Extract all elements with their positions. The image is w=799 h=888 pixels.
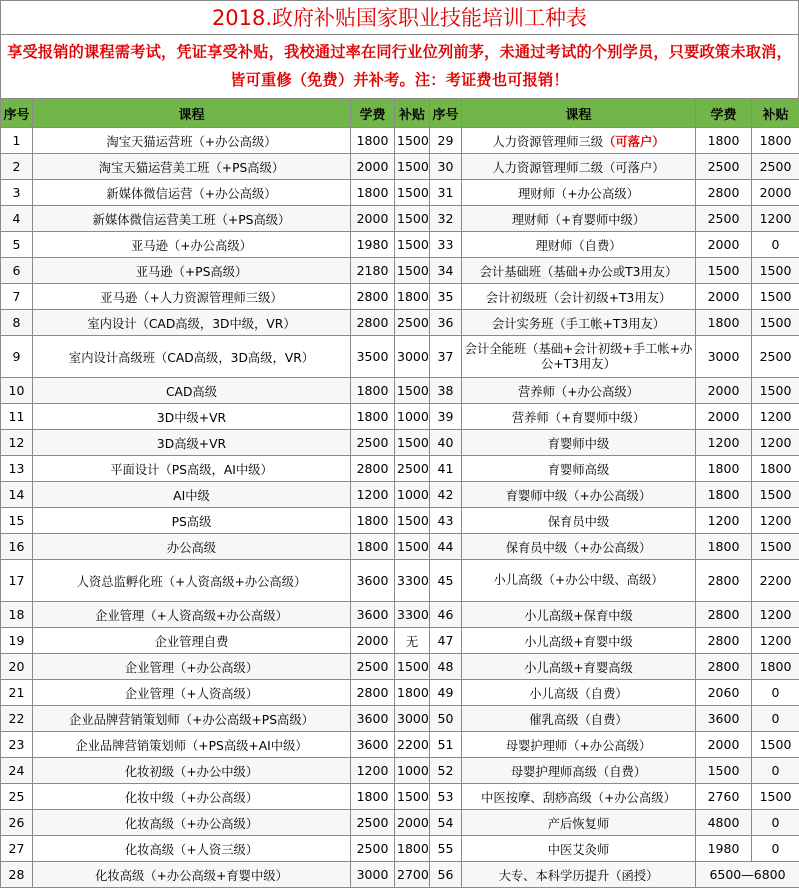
- course-name-right-text: 育婴师中级: [548, 437, 610, 451]
- row-index-right: 37: [430, 336, 462, 378]
- fee-left: 2800: [351, 680, 395, 706]
- fee-right: 1500: [696, 258, 752, 284]
- fee-left: 3600: [351, 560, 395, 602]
- fee-left: 1800: [351, 508, 395, 534]
- subsidy-right: 1200: [752, 602, 799, 628]
- fee-left: 1980: [351, 232, 395, 258]
- row-index-left: 1: [1, 128, 33, 154]
- course-name-right: [462, 602, 696, 628]
- row-index-left: 17: [1, 560, 33, 602]
- table-row: [1, 232, 799, 258]
- fee-right: 1200: [696, 430, 752, 456]
- course-name-left: 新媒体微信运营（+办公高级）: [33, 180, 351, 206]
- course-name-right: [462, 508, 696, 534]
- subsidy-right: 0: [752, 836, 799, 862]
- course-name-right-text: 大专、本科学历提升（函授）: [499, 869, 659, 883]
- row-index-left: 16: [1, 534, 33, 560]
- course-name-right-text: 母婴护理师高级（自费）: [511, 765, 646, 779]
- course-name-right: [462, 560, 696, 602]
- row-index-right: 41: [430, 456, 462, 482]
- fee-right: 2000: [696, 404, 752, 430]
- fee-right: 1800: [696, 128, 752, 154]
- table-row: [1, 680, 799, 706]
- course-name-left: 化妆高级（+人资三级）: [33, 836, 351, 862]
- course-name-left: 化妆高级（+办公高级）: [33, 810, 351, 836]
- row-index-right: 29: [430, 128, 462, 154]
- subsidy-left: 1500: [395, 784, 430, 810]
- course-name-right-text: 育婴师中级（+办公高级）: [506, 489, 652, 503]
- fee-left: 1800: [351, 404, 395, 430]
- row-index-left: 27: [1, 836, 33, 862]
- fee-right: 1800: [696, 456, 752, 482]
- subsidy-left: 3300: [395, 602, 430, 628]
- course-name-left: CAD高级: [33, 378, 351, 404]
- course-name-left: 企业管理（+人资高级+办公高级）: [33, 602, 351, 628]
- course-name-right-text: 会计全能班（基础+会计初级+手工帐+办公+T3用友）: [465, 342, 693, 371]
- row-index-left: 8: [1, 310, 33, 336]
- table-row: [1, 310, 799, 336]
- course-name-right-text: 保育员中级: [548, 515, 610, 529]
- course-name-right: [462, 534, 696, 560]
- header-index-left: 序号: [1, 99, 33, 128]
- subsidy-left: 3300: [395, 560, 430, 602]
- subsidy-left: 2700: [395, 862, 430, 888]
- course-name-right: [462, 456, 696, 482]
- fee-left: 1800: [351, 378, 395, 404]
- subsidy-left: 1500: [395, 206, 430, 232]
- course-name-right: [462, 180, 696, 206]
- subsidy-right: 1800: [752, 654, 799, 680]
- row-index-left: 26: [1, 810, 33, 836]
- fee-left: 2000: [351, 206, 395, 232]
- fee-left: 3600: [351, 732, 395, 758]
- subsidy-right: 1500: [752, 310, 799, 336]
- subsidy-right: 0: [752, 680, 799, 706]
- fee-left: 2500: [351, 654, 395, 680]
- row-index-left: 2: [1, 154, 33, 180]
- row-index-right: 47: [430, 628, 462, 654]
- row-index-left: 7: [1, 284, 33, 310]
- settlement-note: （可落户）: [603, 135, 665, 149]
- course-name-right: [462, 258, 696, 284]
- table-row: [1, 258, 799, 284]
- fee-left: 2500: [351, 836, 395, 862]
- subsidy-right: 1200: [752, 404, 799, 430]
- header-fee-left: 学费: [351, 99, 395, 128]
- table-row: [1, 336, 799, 378]
- table-row: [1, 654, 799, 680]
- subsidy-right: 1500: [752, 534, 799, 560]
- header-index-right: 序号: [430, 99, 462, 128]
- row-index-right: 44: [430, 534, 462, 560]
- table-row: [1, 482, 799, 508]
- row-index-left: 11: [1, 404, 33, 430]
- table-row: [1, 404, 799, 430]
- row-index-left: 3: [1, 180, 33, 206]
- subsidy-left: 无: [395, 628, 430, 654]
- fee-left: 2180: [351, 258, 395, 284]
- fee-right: 2000: [696, 232, 752, 258]
- table-row: [1, 456, 799, 482]
- subsidy-right: 1500: [752, 732, 799, 758]
- subsidy-right: 2500: [752, 336, 799, 378]
- fee-right: 2500: [696, 154, 752, 180]
- fee-right: 3000: [696, 336, 752, 378]
- table-row: [1, 154, 799, 180]
- row-index-right: 48: [430, 654, 462, 680]
- fee-left: 3500: [351, 336, 395, 378]
- fee-right: 3600: [696, 706, 752, 732]
- subsidy-right: 1200: [752, 206, 799, 232]
- subsidy-right: 1200: [752, 430, 799, 456]
- row-index-right: 54: [430, 810, 462, 836]
- course-name-left: 平面设计（PS高级，AI中级）: [33, 456, 351, 482]
- course-name-right-text: 理财师（+育婴师中级）: [512, 213, 645, 227]
- fee-right: 1800: [696, 482, 752, 508]
- fee-right: 1800: [696, 534, 752, 560]
- row-index-left: 20: [1, 654, 33, 680]
- table-row: [1, 128, 799, 154]
- fee-right: 2800: [696, 628, 752, 654]
- fee-left: 1800: [351, 180, 395, 206]
- row-index-left: 12: [1, 430, 33, 456]
- course-name-right-text: 人力资源管理师二级（可落户）: [492, 161, 664, 175]
- table-row: [1, 534, 799, 560]
- course-name-right: [462, 758, 696, 784]
- course-name-right: [462, 430, 696, 456]
- fee-left: 2000: [351, 628, 395, 654]
- subsidy-left: 1500: [395, 508, 430, 534]
- header-course-left: 课程: [33, 99, 351, 128]
- fee-left: 1800: [351, 128, 395, 154]
- row-index-right: 43: [430, 508, 462, 534]
- notice-text: 享受报销的课程需考试，凭证享受补贴，我校通过率在同行业位列前茅，未通过考试的个别学员，只要政策未取消，皆可重修（免费）并补考。注：考证费也可报销！: [0, 34, 799, 98]
- row-index-right: 32: [430, 206, 462, 232]
- course-name-right-text: 会计基础班（基础+办公或T3用友）: [480, 265, 678, 279]
- row-index-left: 4: [1, 206, 33, 232]
- course-name-right-text: 产后恢复师: [548, 817, 610, 831]
- subsidy-left: 1500: [395, 378, 430, 404]
- subsidy-left: 2500: [395, 456, 430, 482]
- table-row: [1, 732, 799, 758]
- subsidy-right: 1800: [752, 456, 799, 482]
- table-row: [1, 560, 799, 602]
- course-name-left: 淘宝天猫运营美工班（+PS高级）: [33, 154, 351, 180]
- course-name-right-text: 营养师（+育婴师中级）: [512, 411, 645, 425]
- subsidy-left: 1500: [395, 180, 430, 206]
- subsidy-right: 1500: [752, 378, 799, 404]
- course-name-right: [462, 284, 696, 310]
- fee-left: 2000: [351, 154, 395, 180]
- course-name-left: 3D高级+VR: [33, 430, 351, 456]
- course-name-right-text: 营养师（+办公高级）: [518, 385, 639, 399]
- course-name-right: [462, 206, 696, 232]
- fee-right: 2800: [696, 180, 752, 206]
- row-index-left: 24: [1, 758, 33, 784]
- fee-right: 4800: [696, 810, 752, 836]
- table-header-row: [1, 99, 799, 128]
- row-index-right: 30: [430, 154, 462, 180]
- course-name-right-text: 理财师（+办公高级）: [518, 187, 639, 201]
- fee-left: 3600: [351, 602, 395, 628]
- row-index-right: 46: [430, 602, 462, 628]
- row-index-right: 35: [430, 284, 462, 310]
- table-row: [1, 810, 799, 836]
- course-name-right-text: 小儿高级+育婴中级: [524, 635, 633, 649]
- course-name-right: [462, 706, 696, 732]
- course-name-left: 人资总监孵化班（+人资高级+办公高级）: [33, 560, 351, 602]
- fee-left: 2800: [351, 310, 395, 336]
- course-name-right-text: 中医艾灸师: [548, 843, 610, 857]
- row-index-left: 5: [1, 232, 33, 258]
- fee-right: 2500: [696, 206, 752, 232]
- row-index-right: 34: [430, 258, 462, 284]
- row-index-right: 49: [430, 680, 462, 706]
- fee-right: 2800: [696, 602, 752, 628]
- fee-range-right: 6500—6800: [696, 862, 799, 888]
- course-name-left: 化妆高级（+办公高级+育婴中级）: [33, 862, 351, 888]
- course-name-left: 办公高级: [33, 534, 351, 560]
- course-name-right-text: 小儿高级+育婴高级: [524, 661, 633, 675]
- table-row: [1, 836, 799, 862]
- subsidy-left: 1000: [395, 404, 430, 430]
- course-name-left: 亚马逊（+PS高级）: [33, 258, 351, 284]
- course-name-left: 化妆中级（+办公高级）: [33, 784, 351, 810]
- subsidy-left: 1800: [395, 284, 430, 310]
- fee-left: 2500: [351, 430, 395, 456]
- row-index-right: 55: [430, 836, 462, 862]
- row-index-left: 10: [1, 378, 33, 404]
- row-index-right: 45: [430, 560, 462, 602]
- subsidy-left: 2000: [395, 810, 430, 836]
- row-index-right: 36: [430, 310, 462, 336]
- row-index-right: 38: [430, 378, 462, 404]
- subsidy-right: 1500: [752, 258, 799, 284]
- subsidy-left: 1500: [395, 232, 430, 258]
- fee-right: 1800: [696, 310, 752, 336]
- course-name-right: [462, 310, 696, 336]
- header-fee-right: 学费: [696, 99, 752, 128]
- course-name-left: 新媒体微信运营美工班（+PS高级）: [33, 206, 351, 232]
- page-title: 2018.政府补贴国家职业技能培训工种表: [0, 0, 799, 34]
- course-name-right-text: 小儿高级+保育中级: [524, 609, 633, 623]
- table-row: [1, 206, 799, 232]
- course-name-right: [462, 862, 696, 888]
- row-index-left: 9: [1, 336, 33, 378]
- subsidy-left: 2200: [395, 732, 430, 758]
- course-name-left: 企业管理（+办公高级）: [33, 654, 351, 680]
- fee-left: 2800: [351, 456, 395, 482]
- subsidy-left: 1800: [395, 680, 430, 706]
- row-index-right: 39: [430, 404, 462, 430]
- fee-left: 1800: [351, 534, 395, 560]
- course-name-right: [462, 336, 696, 378]
- subsidy-right: 1800: [752, 128, 799, 154]
- course-name-right: [462, 404, 696, 430]
- header-course-right: 课程: [462, 99, 696, 128]
- subsidy-left: 1000: [395, 482, 430, 508]
- course-name-left: 淘宝天猫运营班（+办公高级）: [33, 128, 351, 154]
- course-name-right-text: 会计实务班（手工帐+T3用友）: [492, 317, 665, 331]
- subsidy-right: 1500: [752, 482, 799, 508]
- subsidy-left: 1800: [395, 836, 430, 862]
- row-index-left: 25: [1, 784, 33, 810]
- course-name-right-text: 保育员中级（+办公高级）: [506, 541, 652, 555]
- subsidy-left: 3000: [395, 336, 430, 378]
- row-index-left: 15: [1, 508, 33, 534]
- table-row: [1, 284, 799, 310]
- fee-left: 1200: [351, 758, 395, 784]
- subsidy-left: 1500: [395, 534, 430, 560]
- course-name-left: 亚马逊（+人力资源管理师三级）: [33, 284, 351, 310]
- subsidy-right: 0: [752, 810, 799, 836]
- course-name-right: [462, 628, 696, 654]
- course-name-right: [462, 836, 696, 862]
- header-subsidy-right: 补贴: [752, 99, 799, 128]
- subsidy-left: 1500: [395, 430, 430, 456]
- table-row: [1, 862, 799, 888]
- course-name-right-text: 会计初级班（会计初级+T3用友）: [486, 291, 672, 305]
- course-name-right: [462, 784, 696, 810]
- row-index-right: 52: [430, 758, 462, 784]
- fee-right: 1200: [696, 508, 752, 534]
- course-name-right-text: 理财师（自费）: [535, 239, 621, 253]
- fee-left: 2500: [351, 810, 395, 836]
- fee-left: 2800: [351, 284, 395, 310]
- course-name-right: [462, 654, 696, 680]
- fee-right: 2060: [696, 680, 752, 706]
- table-row: [1, 180, 799, 206]
- course-name-left: 亚马逊（+办公高级）: [33, 232, 351, 258]
- course-name-right-text: 催乳高级（自费）: [529, 713, 627, 727]
- course-name-left: AI中级: [33, 482, 351, 508]
- course-name-right: [462, 232, 696, 258]
- course-name-left: 企业管理自费: [33, 628, 351, 654]
- fee-left: 1200: [351, 482, 395, 508]
- fee-right: 2760: [696, 784, 752, 810]
- header-subsidy-left: 补贴: [395, 99, 430, 128]
- course-name-right: [462, 680, 696, 706]
- table-row: [1, 784, 799, 810]
- subsidy-right: 2500: [752, 154, 799, 180]
- course-name-left: 3D中级+VR: [33, 404, 351, 430]
- course-name-left: 企业品牌营销策划师（+办公高级+PS高级）: [33, 706, 351, 732]
- table-row: [1, 602, 799, 628]
- row-index-left: 19: [1, 628, 33, 654]
- course-name-left: 化妆初级（+办公中级）: [33, 758, 351, 784]
- table-row: [1, 430, 799, 456]
- table-row: [1, 378, 799, 404]
- course-table: [0, 98, 799, 888]
- row-index-left: 13: [1, 456, 33, 482]
- subsidy-right: 1500: [752, 284, 799, 310]
- course-name-right: [462, 482, 696, 508]
- subsidy-left: 1000: [395, 758, 430, 784]
- table-row: [1, 508, 799, 534]
- row-index-left: 6: [1, 258, 33, 284]
- row-index-left: 21: [1, 680, 33, 706]
- row-index-left: 28: [1, 862, 33, 888]
- course-name-right: [462, 378, 696, 404]
- row-index-right: 53: [430, 784, 462, 810]
- row-index-right: 42: [430, 482, 462, 508]
- subsidy-right: 1200: [752, 508, 799, 534]
- fee-right: 2800: [696, 560, 752, 602]
- course-name-left: 室内设计（CAD高级，3D中级，VR）: [33, 310, 351, 336]
- course-name-right-text: 母婴护理师（+办公高级）: [506, 739, 652, 753]
- fee-left: 3600: [351, 706, 395, 732]
- subsidy-left: 1500: [395, 258, 430, 284]
- course-name-right-text: 育婴师高级: [548, 463, 610, 477]
- fee-right: 1500: [696, 758, 752, 784]
- subsidy-left: 2500: [395, 310, 430, 336]
- subsidy-left: 1500: [395, 154, 430, 180]
- subsidy-right: 2000: [752, 180, 799, 206]
- course-name-right: [462, 732, 696, 758]
- fee-right: 2000: [696, 284, 752, 310]
- course-name-right: [462, 810, 696, 836]
- course-name-right: [462, 128, 696, 154]
- subsidy-right: 2200: [752, 560, 799, 602]
- fee-right: 2800: [696, 654, 752, 680]
- subsidy-left: 1500: [395, 654, 430, 680]
- row-index-left: 22: [1, 706, 33, 732]
- row-index-left: 18: [1, 602, 33, 628]
- table-row: [1, 628, 799, 654]
- subsidy-right: 0: [752, 706, 799, 732]
- course-name-right: [462, 154, 696, 180]
- subsidy-right: 1500: [752, 784, 799, 810]
- subsidy-left: 1500: [395, 128, 430, 154]
- fee-right: 2000: [696, 378, 752, 404]
- subsidy-right: 0: [752, 758, 799, 784]
- subsidy-left: 3000: [395, 706, 430, 732]
- row-index-right: 50: [430, 706, 462, 732]
- subsidy-right: 0: [752, 232, 799, 258]
- course-name-left: PS高级: [33, 508, 351, 534]
- course-name-right-text: 中医按摩、刮痧高级（+办公高级）: [481, 791, 676, 805]
- course-name-left: 室内设计高级班（CAD高级，3D高级，VR）: [33, 336, 351, 378]
- course-name-right-text: 小儿高级（+办公中级、高级）: [493, 573, 663, 587]
- fee-left: 3000: [351, 862, 395, 888]
- row-index-left: 23: [1, 732, 33, 758]
- course-name-left: 企业品牌营销策划师（+PS高级+AI中级）: [33, 732, 351, 758]
- fee-right: 1980: [696, 836, 752, 862]
- course-name-right-text: 人力资源管理师三级: [492, 135, 603, 149]
- row-index-right: 33: [430, 232, 462, 258]
- row-index-right: 51: [430, 732, 462, 758]
- fee-left: 1800: [351, 784, 395, 810]
- row-index-right: 40: [430, 430, 462, 456]
- course-name-left: 企业管理（+人资高级）: [33, 680, 351, 706]
- table-row: [1, 706, 799, 732]
- subsidy-right: 1200: [752, 628, 799, 654]
- row-index-left: 14: [1, 482, 33, 508]
- fee-right: 2000: [696, 732, 752, 758]
- course-name-right-text: 小儿高级（自费）: [529, 687, 627, 701]
- table-row: [1, 758, 799, 784]
- row-index-right: 31: [430, 180, 462, 206]
- row-index-right: 56: [430, 862, 462, 888]
